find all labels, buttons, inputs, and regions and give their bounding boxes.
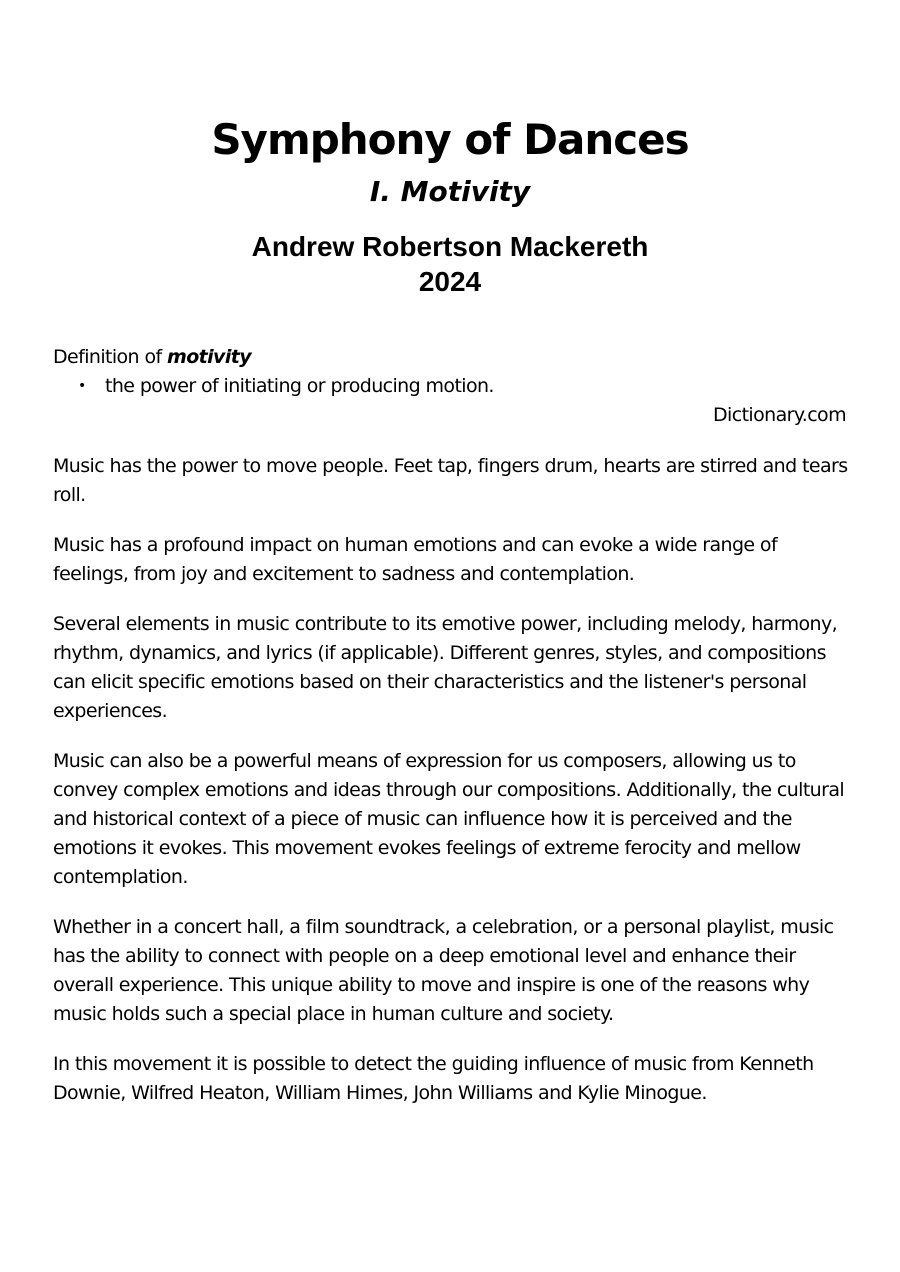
- paragraph: Several elements in music contribute to its emotive power, including melody, harmony, rhythm, dynamics, and lyrics (if applicable). Different genres, styles, and compositions can elicit specific emotions based on their characteristics and the listener's personal experiences.: [53, 613, 838, 722]
- document-title: Symphony of Dances: [211, 115, 689, 164]
- paragraph: Whether in a concert hall, a film soundtrack, a celebration, or a personal playlist, music has the ability to connect with people on a deep emotional level and enhance their overall experience. This unique ability to move and inspire is one of the reasons why music holds such a special place in human culture and society.: [53, 916, 834, 1025]
- paragraph: Music can also be a powerful means of expression for us composers, allowing us to convey complex emotions and ideas through our compositions. Additionally, the cultural and historical context of a piece of music can influence how it is perceived and the emotions it evokes. This movement evokes feelings of extreme ferocity and mellow contemplation.: [53, 750, 845, 888]
- definition-prefix: Definition of: [53, 346, 167, 368]
- paragraph: In this movement it is possible to detect the guiding influence of music from Kenneth Downie, Wilfred Heaton, William Himes, John Williams and Kylie Minogue.: [53, 1053, 814, 1104]
- definition-item-text: the power of initiating or producing motion.: [105, 375, 494, 397]
- definition-item: [53, 372, 853, 401]
- definition-list: [53, 372, 853, 401]
- document-body: [53, 343, 853, 1108]
- definition-source: Dictionary.com: [713, 404, 846, 426]
- definition-heading: [53, 343, 853, 372]
- paragraph: Music has the power to move people. Feet tap, fingers drum, hearts are stirred and tears roll.: [53, 455, 848, 506]
- definition-term: motivity: [167, 346, 252, 368]
- bullet-icon: •: [78, 378, 86, 394]
- movement-subtitle: I. Motivity: [369, 175, 531, 208]
- composer-name: Andrew Robertson Mackereth: [251, 231, 649, 262]
- paragraph: Music has a profound impact on human emotions and can evoke a wide range of feelings, from joy and excitement to sadness and contemplation.: [53, 534, 778, 585]
- composition-year: 2024: [418, 266, 482, 297]
